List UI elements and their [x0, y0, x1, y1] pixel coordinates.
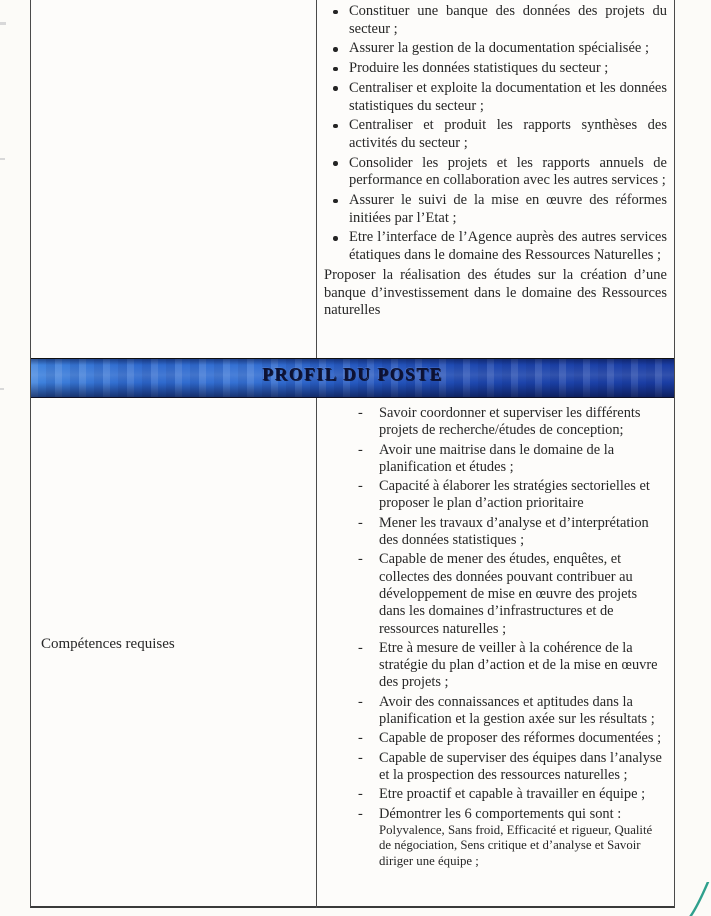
banner-title: PROFIL DU POSTE [262, 364, 443, 384]
pen-mark [687, 882, 711, 916]
competence-item: - Capacité à élaborer les stratégies sectorielles et proposer le plan d’action prioritaire [324, 478, 666, 513]
duty-item: Constituer une banque des données des projets du secteur ; [324, 3, 667, 38]
duty-item: Consolider les projets et les rapports annuels de performance en collaboration avec les autres services ; [324, 155, 667, 190]
job-posting-table [30, 0, 675, 908]
competence-item: - Capable de mener des études, enquêtes, et collectes des données pouvant contribuer au développement de mise en œuvre des projets dans les domaines d’infrastructures et de ressources naturelles ; [324, 551, 666, 637]
competences-dash-list [324, 405, 666, 870]
duty-item: Etre l’interface de l’Agence auprès des autres services étatiques dans le domaine des Ressources Naturelles ; [324, 229, 667, 264]
scan-artifact [0, 388, 4, 390]
duties-bullet-list [324, 3, 667, 265]
competences-right-cell [317, 398, 674, 908]
duty-item: Produire les données statistiques du secteur ; [324, 60, 667, 78]
duty-item: Assurer le suivi de la mise en œuvre des réformes initiées par l’Etat ; [324, 192, 667, 227]
competence-item-subtext: Polyvalence, Sans froid, Efficacité et rigueur, Qualité de négociation, Sens critique et d’analyse et Savoir diriger une équipe ; [379, 822, 653, 869]
competences-row [31, 398, 674, 908]
profile-section-banner [31, 358, 674, 398]
pen-mark-stroke [690, 882, 708, 916]
competence-item: - Etre proactif et capable à travailler en équipe ; [324, 786, 666, 803]
duties-right-cell [317, 0, 674, 358]
competence-item: - Capable de proposer des réformes documentées ; [324, 730, 666, 747]
competence-item: - Savoir coordonner et superviser les différents projets de recherche/études de conception; [324, 405, 666, 440]
scan-artifact [0, 158, 5, 160]
duty-item: Centraliser et produit les rapports synthèses des activités du secteur ; [324, 117, 667, 152]
competence-item: - Mener les travaux d’analyse et d’interprétation des données statistiques ; [324, 515, 666, 550]
duties-closing-paragraph: Proposer la réalisation des études sur la création d’une banque d’investissement dans le domaine des Ressources naturelles [324, 266, 667, 319]
competence-item-text: Démontrer les 6 comportements qui sont : [379, 805, 622, 822]
duties-left-cell-empty [31, 0, 317, 358]
competence-item: - Capable de superviser des équipes dans l’analyse et la prospection des ressources naturelles ; [324, 750, 666, 785]
competences-label: Compétences requises [41, 636, 175, 652]
competence-item: - Avoir une maitrise dans le domaine de la planification et études ; [324, 442, 666, 477]
duties-row [31, 0, 674, 358]
duty-item: Assurer la gestion de la documentation spécialisée ; [324, 40, 667, 58]
competence-item: - Avoir des connaissances et aptitudes dans la planification et la gestion axée sur les résultats ; [324, 694, 666, 729]
scan-artifact [0, 22, 6, 25]
competence-item: - Etre à mesure de veiller à la cohérence de la stratégie du plan d’action et de la mise en œuvre des projets ; [324, 640, 666, 692]
competences-left-cell [31, 398, 317, 908]
competence-item [324, 806, 666, 870]
duty-item: Centraliser et exploite la documentation et les données statistiques du secteur ; [324, 80, 667, 115]
